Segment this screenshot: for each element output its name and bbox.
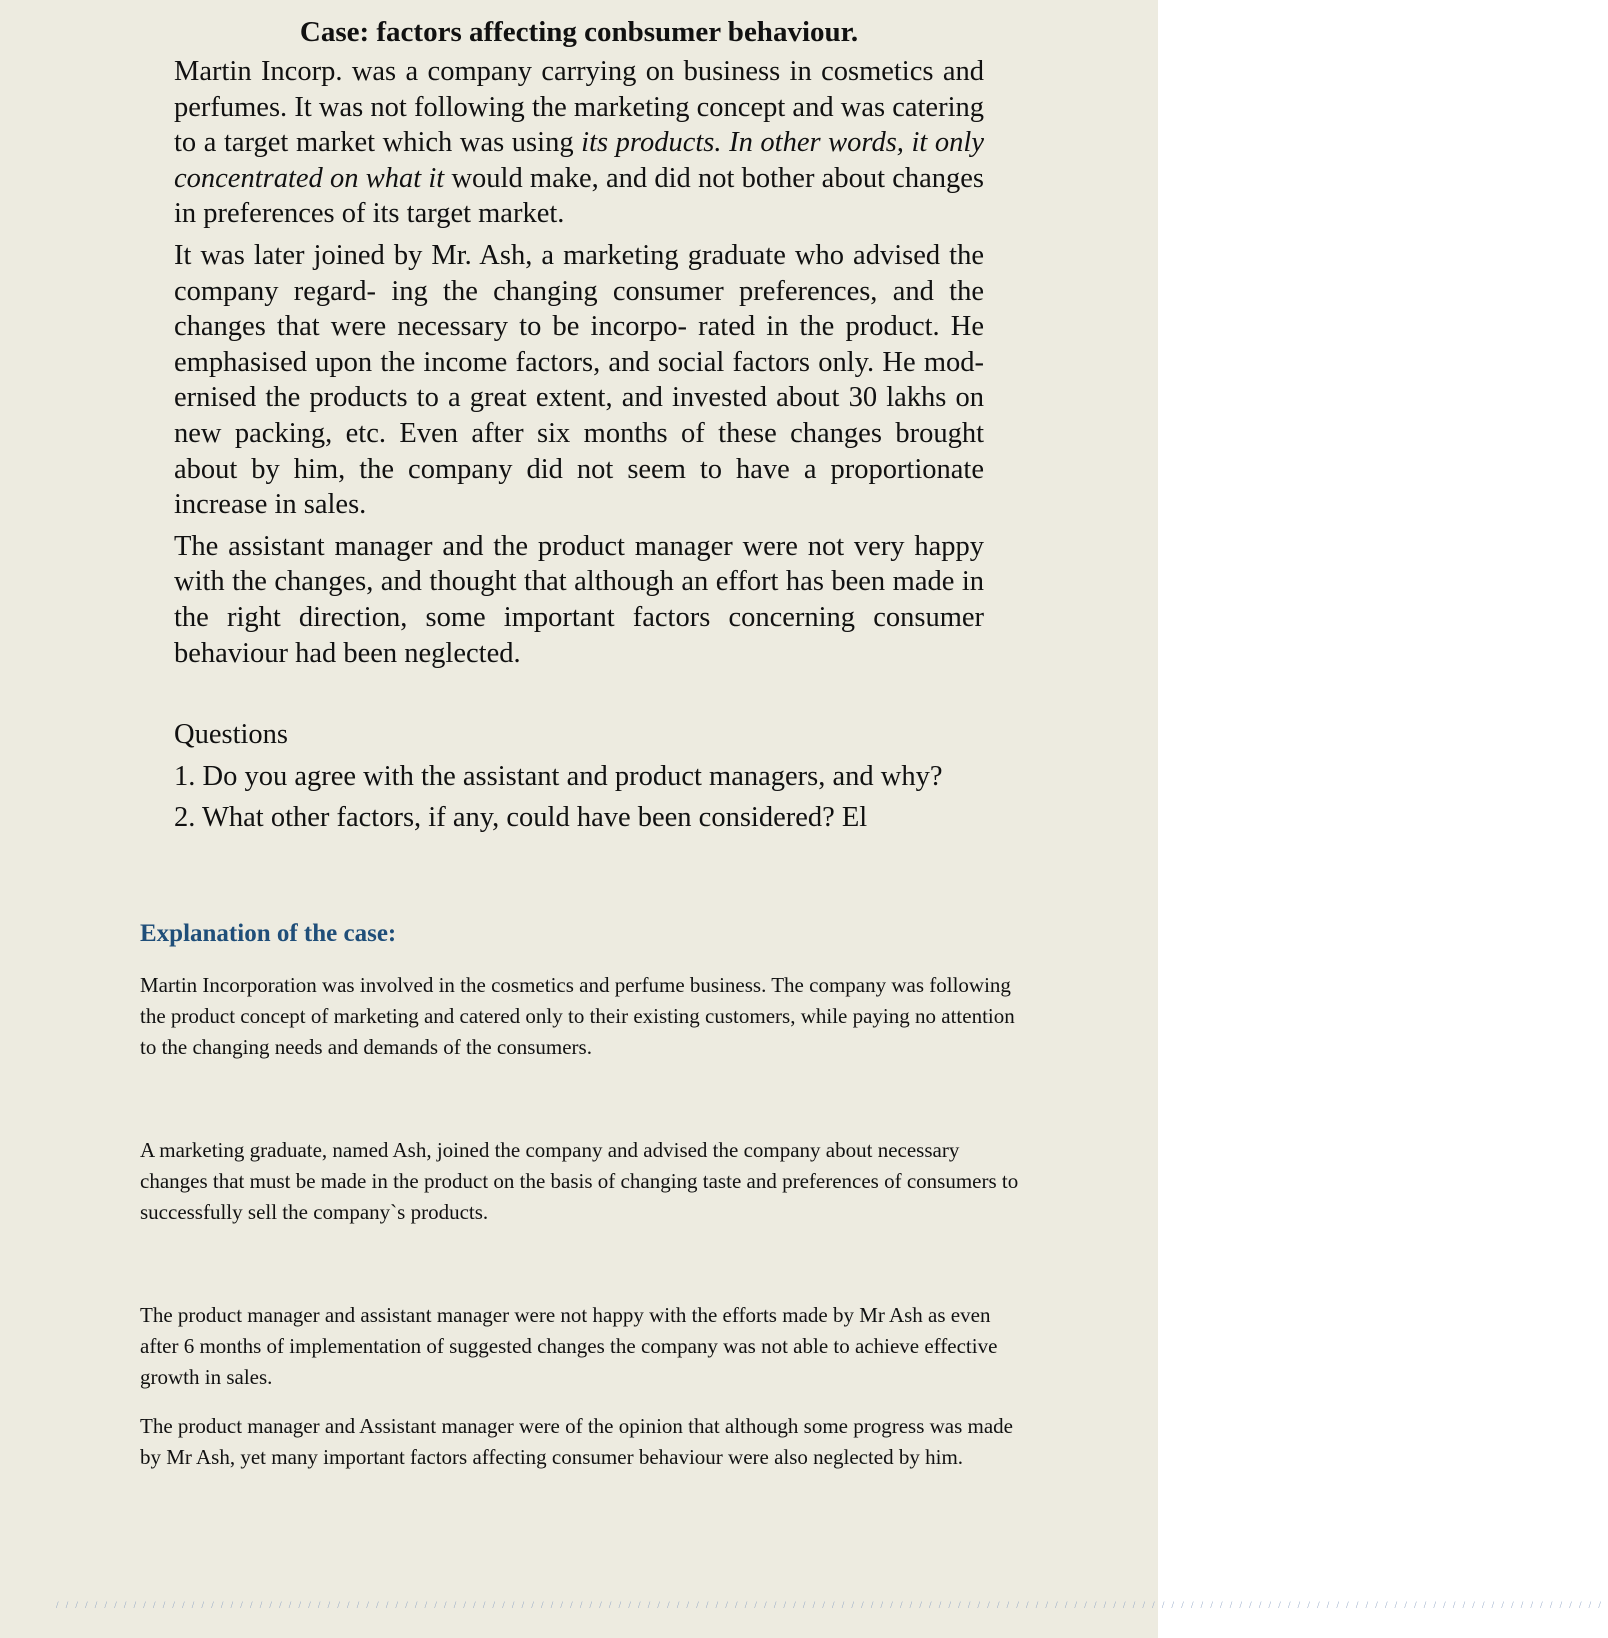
explanation-paragraph-2: A marketing graduate, named Ash, joined the company and advised the company about necessary changes that must be made in the product on the basis of changing taste and preferences of consumers to successfully sell the company`s products. — [140, 1138, 1019, 1224]
case-paragraph-1-end: would make, and did not bother about changes in preferences of its target market. — [174, 162, 984, 230]
case-paragraph-1-start: Martin Incorp. was a company carrying on business in cosmetics and perfumes. It was not following the marketing concept and was catering to a target market which was using — [174, 56, 984, 159]
case-paragraph-3: The assistant manager and the product manager were not very happy with the changes, and thought that although an effort has been made in the right direction, some important factors concerning consumer behaviour had been neglected. — [174, 530, 984, 669]
case-paragraph-1-italic: its products. In other words, it only concentrated on what it — [174, 127, 984, 194]
explanation-paragraph-4: The product manager and Assistant manager were of the opinion that although some progress was made by Mr Ash, yet many important factors affecting consumer behaviour were also neglected by him. — [140, 1414, 1014, 1469]
case-text-block — [174, 54, 984, 842]
case-paragraph-2: It was later joined by Mr. Ash, a marketing graduate who advised the company regard- ing the changing consumer preferences, and the changes that were necessary to be incorpo- rated in the product. He emphasised upon the income factors, and social factors only. He mod- ernised the products to a great extent, and invested about 30 lakhs on new packing, etc. Even after six months of these changes brought about by him, the company did not seem to have a proportionate increase in sales. — [174, 239, 984, 521]
case-paragraph-1 — [174, 54, 984, 232]
question-1: 1. Do you agree with the assistant and product managers, and why? — [174, 760, 943, 792]
explanation-paragraph-1: Martin Incorporation was involved in the cosmetics and perfume business. The company was following the product concept of marketing and catered only to their existing customers, while paying no attention to the changing needs and demands of the consumers. — [140, 973, 1015, 1059]
questions-heading: Questions — [174, 719, 288, 751]
explanation-paragraph-3: The product manager and assistant manager were not happy with the efforts made by Mr Ash as even after 6 months of implementation of suggested changes the company was not able to achieve effective growth in sales. — [140, 1303, 998, 1389]
explanation-section — [140, 918, 1020, 1473]
explanation-heading: Explanation of the case: — [140, 920, 397, 947]
question-2: 2. What other factors, if any, could have been considered? El — [174, 802, 868, 834]
case-title: Case: factors affecting conbsumer behaviour. — [299, 16, 859, 48]
footer-decorative-border: //////////////////////////////////////////////////////////////////////////////////////////////////////////////////////////////////////////////////////////////// — [56, 1600, 1608, 1610]
